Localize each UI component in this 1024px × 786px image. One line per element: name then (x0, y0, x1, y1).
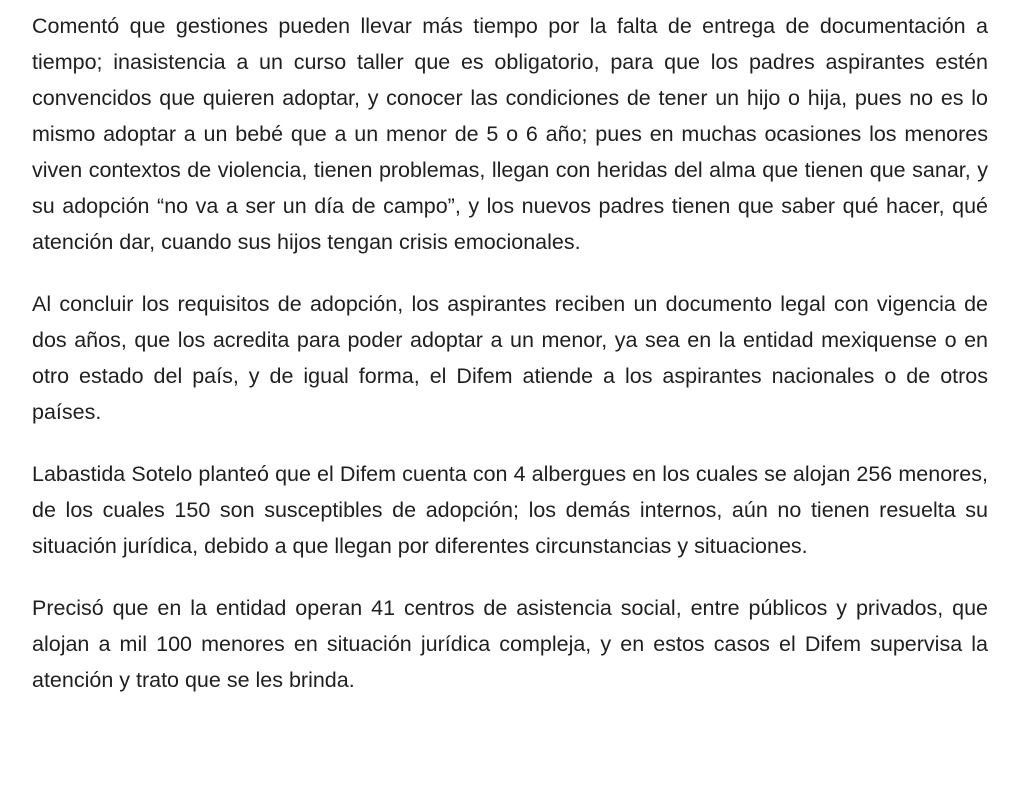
paragraph: Precisó que en la entidad operan 41 centros de asistencia social, entre públicos y privados, que alojan a mil 100 menores en situación jurídica compleja, y en estos casos el Difem supervisa la atención y trato que se les brinda. (32, 596, 988, 692)
paragraph: Labastida Sotelo planteó que el Difem cuenta con 4 albergues en los cuales se alojan 256 menores, de los cuales 150 son susceptibles de adopción; los demás internos, aún no tienen resuelta su situación jurídica, debido a que llegan por diferentes circunstancias y situaciones. (32, 462, 988, 558)
article-body (32, 8, 988, 724)
paragraph: Al concluir los requisitos de adopción, los aspirantes reciben un documento legal con vigencia de dos años, que los acredita para poder adoptar a un menor, ya sea en la entidad mexiquense o en otro estado del país, y de igual forma, el Difem atiende a los aspirantes nacionales o de otros países. (32, 292, 988, 424)
paragraph: Comentó que gestiones pueden llevar más tiempo por la falta de entrega de documentación a tiempo; inasistencia a un curso taller que es obligatorio, para que los padres aspirantes estén convencidos que quieren adoptar, y conocer las condiciones de tener un hijo o hija, pues no es lo mismo adoptar a un bebé que a un menor de 5 o 6 año; pues en muchas ocasiones los menores viven contextos de violencia, tienen problemas, llegan con heridas del alma que tienen que sanar, y su adopción “no va a ser un día de campo”, y los nuevos padres tienen que saber qué hacer, qué atención dar, cuando sus hijos tengan crisis emocionales. (32, 14, 988, 254)
